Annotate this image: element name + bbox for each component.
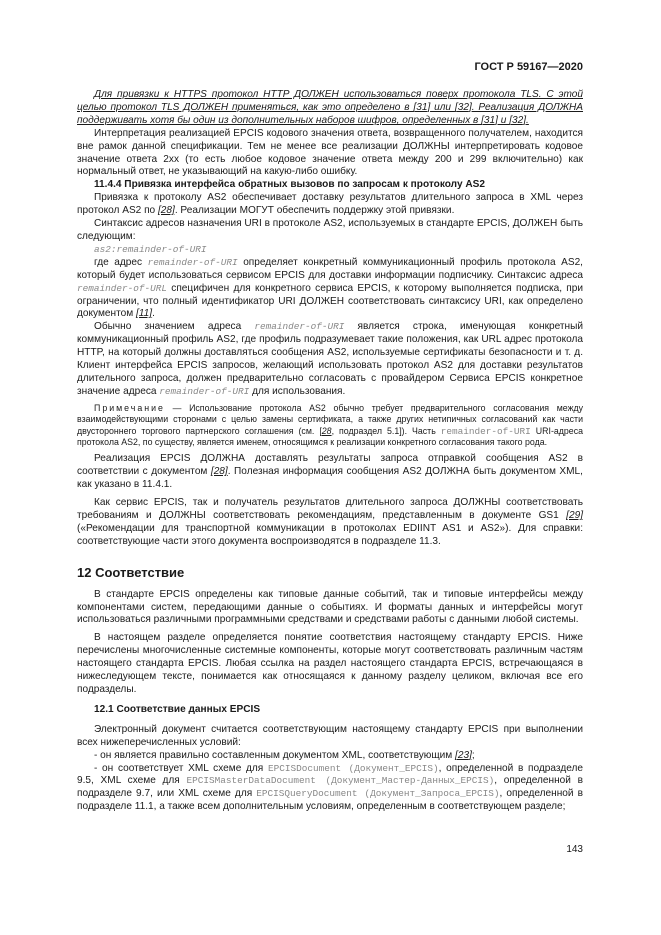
paragraph-gs1-recommendations: Как сервис EPCIS, так и получатель результатов длительного запроса ДОЛЖНЫ соответствовать требованиям и ДОЛЖНЫ соответствовать рекомендациям, представленным в документе GS1 [29] («Рекомендации для транспортной коммуникации в протоколах EDIINT AS1 и AS2»). Для справки: соответствующие части этого документа воспроизводятся в подразделе 11.3.	[77, 497, 583, 547]
paragraph-remainder-uri: где адрес remainder-of-URI определяет конкретный коммуникационный профиль протокола AS2, который будет использоваться сервисом EPCIS для доставки информации подписчику. Синтаксис адреса remainder-of-URL специфичен для конкретного сервиса EPCIS, к которому выполняется подписка, при ограничении, что полный идентификатор URI ДОЛЖЕН соответствовать синтаксису URI, как определено документом [11].	[77, 256, 583, 320]
paragraph-as2-binding: Привязка к протоколу AS2 обеспечивает доставку результатов длительного запроса в XML через протокол AS2 по [28]. Реализации МОГУТ обеспечить поддержку этой привязки.	[77, 192, 583, 217]
paragraph-epcis-types: В стандарте EPCIS определены как типовые данные событий, так и типовые интерфейсы между компонентами систем, передающими данные о событиях. И форматы данных и интерфейсы могут использоваться различными программными средствами и средствами работы с данными любой системы.	[77, 588, 583, 626]
ref-11[interactable]: [11]	[135, 308, 153, 320]
section-title-11-4-4: 11.4.4 Привязка интерфейса обратных вызовов по запросам к протоколу AS2	[94, 179, 485, 191]
ref-28[interactable]: [28]	[210, 466, 228, 478]
page-number: 143	[566, 844, 583, 855]
paragraph-as2-delivery: Реализация EPCIS ДОЛЖНА доставлять результаты запроса отправкой сообщения AS2 в соответствии с документом [28]. Полезная информация сообщения AS2 ДОЛЖНА быть документом XML, как указано в 11.4.1.	[77, 453, 583, 491]
ref-29[interactable]: [29]	[566, 510, 583, 521]
paragraph-conformance: В настоящем разделе определяется понятие соответствия настоящему стандарту EPCIS. Ниже перечислены многочисленные системные компоненты, которые могут соответствовать различным частям настоящего стандарта EPCIS. Любая ссылка на раздел настоящего стандарта EPCIS, встречающаяся в нижеследующем тексте, понимается как относящаяся к данному разделу целиком, включая все его подразделы.	[77, 632, 583, 695]
note-label: Примечание	[94, 402, 165, 413]
ref-31[interactable]: [31]	[481, 114, 498, 126]
ref-28[interactable]: [28]	[157, 205, 175, 217]
ref-28[interactable]: 28	[321, 425, 332, 436]
code-line-as2-uri: as2:remainder-of-URI	[94, 243, 207, 255]
ref-23[interactable]: [23]	[455, 749, 472, 761]
section-title-12-1: 12.1 Соответствие данных EPCIS	[94, 703, 261, 715]
section-title-12: 12 Соответствие	[77, 564, 185, 580]
paragraph-as2-profile: Обычно значением адреса remainder-of-URI является строка, именующая конкретный коммуникационный профиль AS2, где профиль подразумевает такие положения, как URL адрес протокола HTTP, на который должны доставляться сообщения AS2, используемые сертификаты безопасности и т. д. Клиент интерфейса EPCIS запросов, желающий использовать протокол AS2 для доставки результатов длительного запроса, должен предварительно согласовать с провайдером Сервиса EPCIS конкретное значение адреса remainder-of-URI для использования.	[77, 321, 583, 397]
paragraph-https-tls: Для привязки к HTTPS протокол HTTP ДОЛЖЕН использоваться поверх протокола TLS. С этой целью протокол TLS ДОЛЖЕН применяться, как это определено в [31] или [32]. Реализация ДОЛЖНА поддерживать хотя бы один из дополнительных наборов шифров, определенных в [31] и [32].	[77, 89, 583, 126]
document-header-id: ГОСТ Р 59167—2020	[474, 61, 583, 73]
paragraph-uri-syntax: Синтаксис адресов назначения URI в протоколе AS2, используемых в стандарте EPCIS, ДОЛЖЕН быть следующим:	[77, 218, 583, 242]
note-as2: Примечание — Использование протокола AS2 обычно требует предварительного согласования между взаимодействующими сторонами с целью замены сертификата, а также других нетипичных согласований как части двустороннего торгового партнерского соглашения (см. [28, подраздел 5.1]). Часть remainder-of-URI URI-адреса протокола AS2, по существу, является именем, относящимся к реализации конкретного согласования такого рода.	[77, 402, 583, 447]
ref-32[interactable]: [32]	[454, 101, 472, 113]
list-item-xml-schema: - он соответствует XML схеме для EPCISDocument (Документ_EPCIS), определенной в подразделе 9.5, XML схеме для EPCISMasterDataDocument (Документ_Мастер-Данных_EPCIS), определенной в подразделе 9.7, или XML схеме для EPCISQueryDocument (Документ_Запроса_EPCIS), определенной в подразделе 11.1, а также всем дополнительным условиям, определенным в соответствующем разделе;	[77, 762, 583, 813]
list-item-xml-wellformed: - он является правильно составленным документом XML, соответствующим [23];	[94, 749, 475, 761]
ref-32[interactable]: [32]	[509, 114, 527, 126]
paragraph-electronic-document: Электронный документ считается соответствующим настоящему стандарту EPCIS при выполнении всех нижеперечисленных условий:	[77, 723, 583, 748]
paragraph-response-code: Интерпретация реализацией EPCIS кодового значения ответа, возвращенного получателем, находится вне рамок данной спецификации. Тем не менее все реализации ДОЛЖНЫ интерпретировать кодовое значение ответа 2xx (то есть любое кодовое значение ответа между 200 и 299 включительно) как нормальный ответ, не указывающий на какую-либо ошибку.	[77, 127, 583, 178]
ref-31[interactable]: [31]	[413, 101, 431, 113]
document-body	[77, 89, 583, 814]
